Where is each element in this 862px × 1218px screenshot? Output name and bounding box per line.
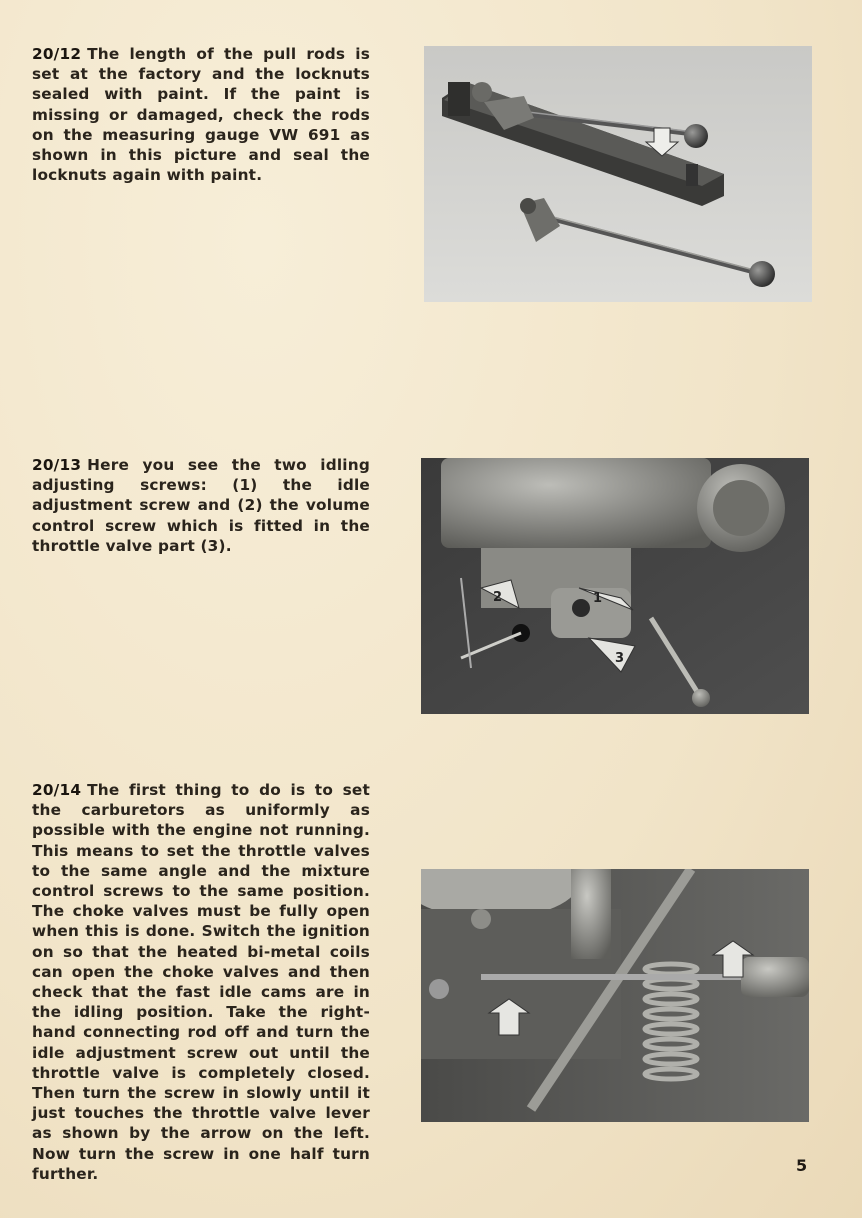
- section-20-13: [32, 455, 370, 556]
- section-text: Here you see the two idling adjusting screws: (1) the idle adjustment screw and (2) the volume control screw which is fitted in the throttle valve part (3).: [32, 456, 370, 555]
- label-1: 1: [593, 591, 603, 606]
- photo-idling-screws: [421, 458, 809, 714]
- label-2: 2: [493, 590, 503, 605]
- section-text: The first thing to do is to set the carburetors as uniformly as possible with the engine not running. This means to set the throttle valves to the same angle and the mixture control screws to the same position. The choke valves must be fully open when this is done. Switch the ignition on so that the heated bi-metal coils can open the choke valves and then check that the fast idle cams are in the idling position. Take the right-hand connecting rod off and turn the idle adjustment screw out until the throttle valve is completely closed. Then turn the screw in slowly until it just touches the throttle valve lever as shown by the arrow on the left. Now turn the screw in one half turn further.: [32, 781, 370, 1183]
- section-20-14: [32, 780, 370, 1184]
- photo-pull-rods-gauge: [424, 46, 812, 302]
- section-number: 20/12: [32, 45, 82, 63]
- section-20-12: [32, 44, 370, 185]
- section-text: The length of the pull rods is set at the factory and the locknuts sealed with paint. If the paint is missing or damaged, check the rods on the measuring gauge VW 691 as shown in this picture and seal the locknuts again with paint.: [32, 45, 370, 185]
- section-number: 20/14: [32, 781, 82, 799]
- photo-throttle-adjustment: [421, 869, 809, 1122]
- section-number: 20/13: [32, 456, 82, 474]
- label-3: 3: [615, 651, 625, 666]
- page-number: 5: [796, 1156, 808, 1175]
